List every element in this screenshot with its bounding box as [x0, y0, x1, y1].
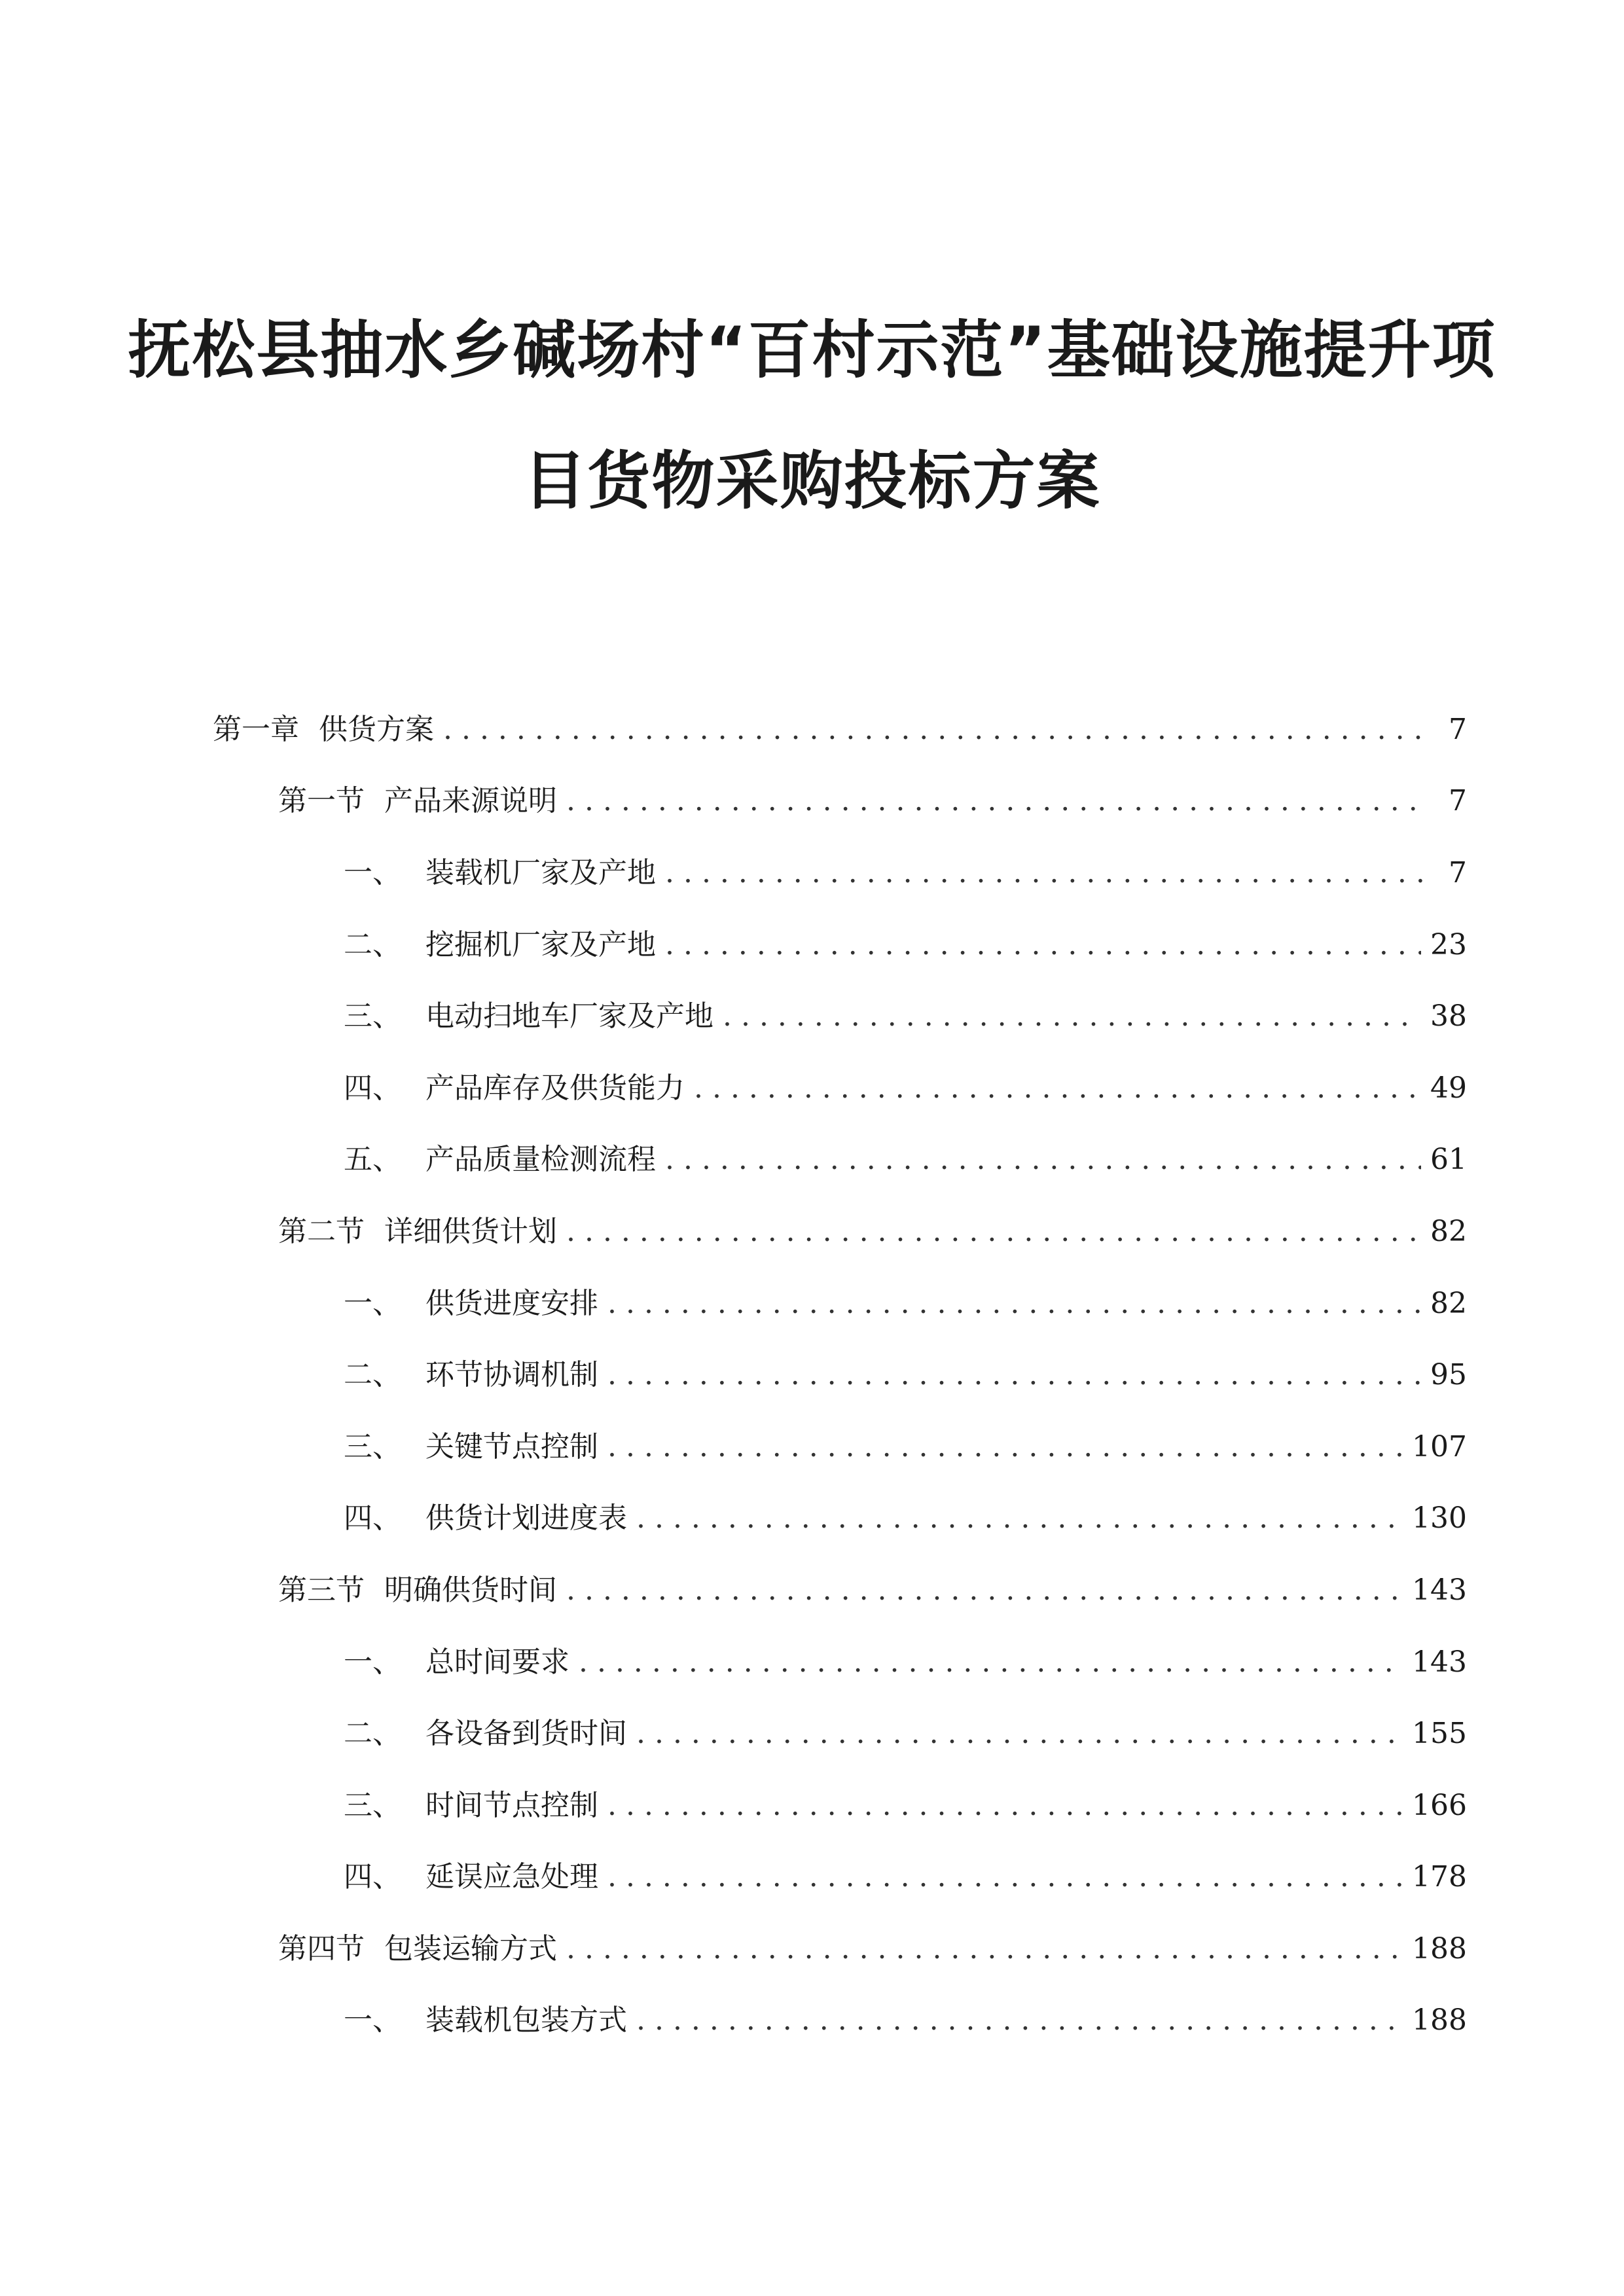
toc-entry-label	[344, 1064, 685, 1106]
toc-entry-label	[344, 921, 656, 963]
toc-entry-line	[213, 706, 1467, 747]
toc-dot-leader	[636, 1717, 1403, 1750]
title-line-1: 抚松县抽水乡碱场村“百村示范”基础设施提升项	[128, 314, 1496, 387]
toc-entry-label	[344, 849, 656, 891]
toc-entry-text: 产品库存及供货能力	[425, 1071, 685, 1105]
toc-entry-label	[344, 1853, 598, 1895]
toc-entry-line	[344, 1853, 1467, 1895]
toc-entry-line	[344, 1996, 1467, 2038]
toc-entry-label	[344, 1996, 627, 2038]
toc-entry-text: 详细供货计划	[384, 1214, 557, 1248]
toc-dot-leader	[665, 856, 1425, 889]
toc-entry-line	[344, 1494, 1467, 1536]
toc-entry-number: 一、	[344, 2003, 401, 2037]
toc-entry[interactable]	[0, 1839, 1624, 1910]
toc-dot-leader	[566, 1932, 1403, 1965]
toc-page-number: 143	[1412, 1573, 1467, 1607]
toc-page-number: 7	[1449, 855, 1467, 889]
toc-entry-line	[344, 992, 1467, 1034]
toc-entry-line	[344, 1423, 1467, 1465]
toc-entry[interactable]	[0, 834, 1624, 906]
title-line-2: 目货物采购投标方案	[523, 444, 1101, 518]
toc-entry-label	[278, 777, 557, 819]
toc-entry-text: 供货计划进度表	[425, 1501, 627, 1535]
toc-entry[interactable]	[0, 1695, 1624, 1767]
toc-entry-label	[278, 1925, 557, 1967]
toc-entry-line	[278, 1925, 1467, 1967]
toc-dot-leader	[636, 1501, 1403, 1535]
toc-entry-text: 产品来源说明	[384, 784, 557, 818]
toc-page-number: 49	[1430, 1071, 1467, 1105]
toc-entry[interactable]	[0, 1049, 1624, 1121]
toc-entry-text: 电动扫地车厂家及产地	[425, 999, 713, 1033]
toc-entry-number: 第三节	[278, 1573, 365, 1607]
toc-page-number: 188	[1412, 1931, 1467, 1965]
toc-dot-leader	[579, 1645, 1403, 1679]
toc-entry[interactable]	[0, 1121, 1624, 1193]
toc-entry-text: 包装运输方式	[384, 1931, 557, 1965]
toc-entry-label	[344, 1136, 656, 1177]
toc-page-number: 7	[1449, 784, 1467, 818]
toc-entry-line	[278, 777, 1467, 819]
toc-dot-leader	[665, 1143, 1421, 1176]
toc-entry-label	[344, 1494, 627, 1536]
toc-dot-leader	[566, 1573, 1403, 1607]
toc-entry[interactable]	[0, 1910, 1624, 1982]
toc-page-number: 188	[1412, 2003, 1467, 2037]
toc-entry-number: 二、	[344, 1717, 401, 1751]
toc-entry-text: 挖掘机厂家及产地	[425, 927, 656, 961]
toc-entry-label	[213, 706, 434, 747]
toc-entry-line	[344, 1782, 1467, 1823]
toc-entry-line	[344, 1638, 1467, 1680]
toc-entry[interactable]	[0, 1551, 1624, 1623]
toc-entry-text: 装载机包装方式	[425, 2003, 627, 2037]
toc-entry-number: 三、	[344, 1429, 401, 1463]
toc-dot-leader	[443, 713, 1425, 746]
toc-page-number: 95	[1430, 1358, 1467, 1392]
toc-entry-label	[278, 1208, 557, 1249]
toc-page-number: 130	[1412, 1501, 1467, 1535]
toc-page-number: 7	[1449, 712, 1467, 746]
toc-entry-line	[278, 1566, 1467, 1608]
toc-entry-number: 四、	[344, 1501, 401, 1535]
toc-entry-label	[344, 1710, 627, 1751]
toc-dot-leader	[607, 1358, 1421, 1391]
toc-page-number: 23	[1430, 927, 1467, 961]
toc-dot-leader	[607, 1287, 1421, 1320]
toc-entry[interactable]	[0, 1265, 1624, 1336]
toc-page-number: 166	[1412, 1788, 1467, 1822]
toc-entry-label	[344, 992, 713, 1034]
toc-entry-number: 三、	[344, 1788, 401, 1822]
toc-dot-leader	[636, 2003, 1403, 2037]
toc-entry-text: 时间节点控制	[425, 1788, 598, 1822]
toc-dot-leader	[723, 999, 1421, 1033]
toc-entry-label	[278, 1566, 557, 1608]
toc-entry-text: 关键节点控制	[425, 1429, 598, 1463]
toc-entry-number: 四、	[344, 1071, 401, 1105]
toc-entry-line	[344, 1351, 1467, 1393]
toc-entry-line	[278, 1208, 1467, 1249]
toc-entry-label	[344, 1351, 598, 1393]
toc-entry-line	[344, 1280, 1467, 1321]
toc-entry-number: 一、	[344, 1645, 401, 1679]
toc-entry-number: 四、	[344, 1860, 401, 1894]
toc-entry-line	[344, 1136, 1467, 1177]
toc-entry-number: 五、	[344, 1143, 401, 1177]
toc-page-number: 155	[1412, 1717, 1467, 1751]
toc-entry[interactable]	[0, 977, 1624, 1049]
toc-entry-label	[344, 1280, 598, 1321]
toc-entry[interactable]	[0, 1623, 1624, 1695]
toc-entry-line	[344, 921, 1467, 963]
toc-dot-leader	[694, 1071, 1421, 1105]
toc-entry-number: 一、	[344, 1286, 401, 1320]
toc-entry-label	[344, 1782, 598, 1823]
toc-dot-leader	[566, 1215, 1421, 1248]
toc-entry-text: 装载机厂家及产地	[425, 855, 656, 889]
toc-page-number: 143	[1412, 1645, 1467, 1679]
toc-page-number: 82	[1430, 1286, 1467, 1320]
toc-entry-number: 第一节	[278, 784, 365, 818]
toc-entry-text: 总时间要求	[425, 1645, 569, 1679]
toc-entry-label	[344, 1423, 598, 1465]
toc-entry-text: 产品质量检测流程	[425, 1143, 656, 1177]
toc-dot-leader	[566, 784, 1425, 817]
toc-entry[interactable]	[0, 691, 1624, 762]
toc-entry-text: 明确供货时间	[384, 1573, 557, 1607]
toc-entry[interactable]	[0, 1767, 1624, 1839]
toc-entry-text: 各设备到货时间	[425, 1717, 627, 1751]
toc-entry-number: 第二节	[278, 1214, 365, 1248]
toc-entry-text: 延误应急处理	[425, 1860, 598, 1894]
toc-entry-line	[344, 849, 1467, 891]
toc-page-number: 107	[1412, 1429, 1467, 1463]
toc-entry-number: 三、	[344, 999, 401, 1033]
toc-dot-leader	[607, 1789, 1403, 1822]
toc-entry[interactable]	[0, 1193, 1624, 1265]
toc-entry-text: 供货进度安排	[425, 1286, 598, 1320]
toc-page-number: 178	[1412, 1860, 1467, 1894]
toc-entry[interactable]	[0, 1408, 1624, 1480]
toc-page-number: 82	[1430, 1214, 1467, 1248]
toc-entry-line	[344, 1710, 1467, 1751]
toc-dot-leader	[607, 1860, 1403, 1893]
table-of-contents	[0, 691, 1624, 2053]
toc-entry-text: 环节协调机制	[425, 1358, 598, 1392]
toc-entry-text: 供货方案	[319, 712, 434, 746]
toc-entry-line	[344, 1064, 1467, 1106]
toc-page-number: 38	[1430, 999, 1467, 1033]
toc-entry-number: 一、	[344, 855, 401, 889]
toc-dot-leader	[665, 928, 1421, 961]
toc-entry[interactable]	[0, 1336, 1624, 1408]
toc-entry-number: 第四节	[278, 1931, 365, 1965]
toc-entry[interactable]	[0, 1982, 1624, 2054]
toc-entry-number: 二、	[344, 927, 401, 961]
document-title	[118, 308, 1506, 524]
toc-entry[interactable]	[0, 1480, 1624, 1552]
toc-entry[interactable]	[0, 906, 1624, 978]
toc-entry[interactable]	[0, 762, 1624, 834]
toc-entry-number: 第一章	[213, 712, 299, 746]
toc-entry-label	[344, 1638, 569, 1680]
toc-entry-number: 二、	[344, 1358, 401, 1392]
toc-dot-leader	[607, 1430, 1403, 1463]
toc-page-number: 61	[1430, 1143, 1467, 1177]
